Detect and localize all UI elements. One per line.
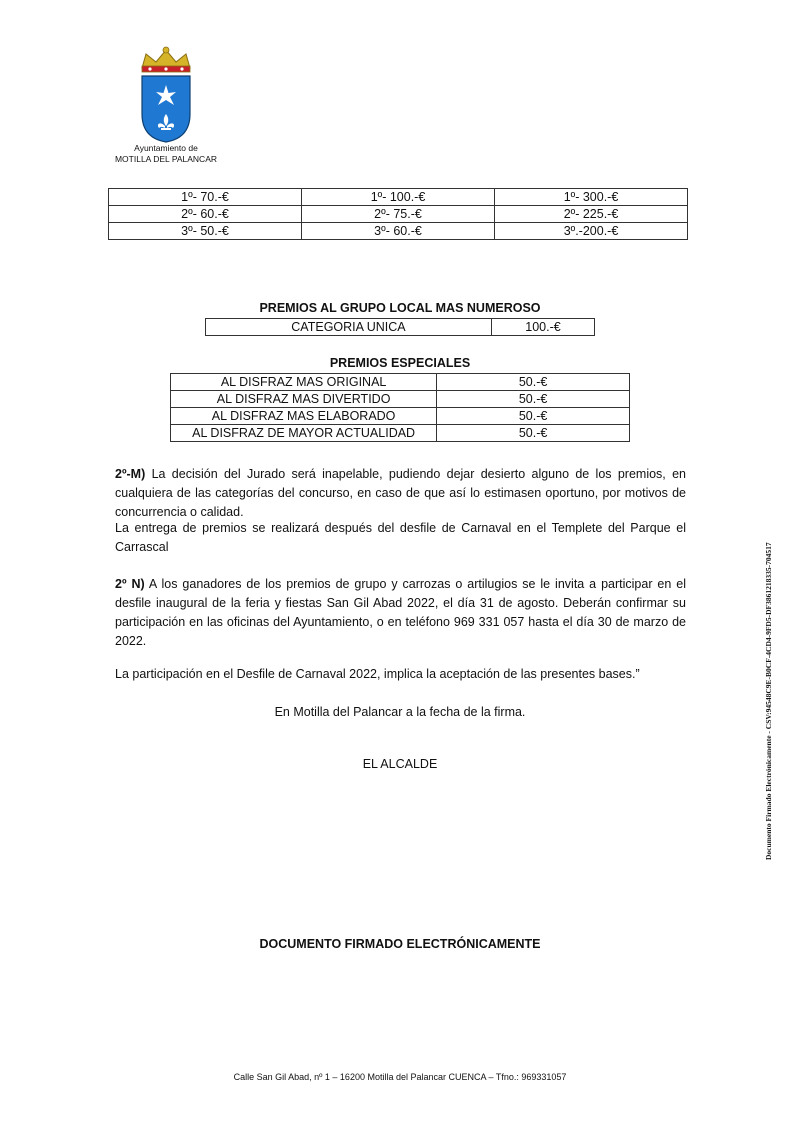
- paragraph-winners-invitation: [115, 575, 686, 651]
- organization-name-line2: MOTILLA DEL PALANCAR: [114, 154, 218, 164]
- organization-name-line1: Ayuntamiento de: [134, 143, 198, 153]
- table-row: [171, 408, 630, 425]
- special-prizes-heading: PREMIOS ESPECIALES: [329, 356, 471, 370]
- csv-verification-note: Documento Firmado Electrónicamente - CSV:94548C9E-B0CF-4CD4-9FD5-DF3861218335-704517: [764, 542, 773, 860]
- table-cell: 3º- 60.-€: [302, 223, 495, 240]
- municipal-crest-logo: [130, 46, 202, 146]
- paragraph-prize-delivery: La entrega de premios se realizará después del desfile de Carnaval en el Templete del Parque el Carrascal: [115, 521, 686, 554]
- table-cell: 3º- 50.-€: [109, 223, 302, 240]
- prize-label-cell: AL DISFRAZ MAS ORIGINAL: [171, 374, 437, 391]
- table-cell: 1º- 300.-€: [495, 189, 688, 206]
- signatory-title: EL ALCALDE: [362, 757, 438, 771]
- table-row: [171, 425, 630, 442]
- clause-label: 2º N): [115, 577, 145, 591]
- table-row: [171, 391, 630, 408]
- table-cell: 2º- 60.-€: [109, 206, 302, 223]
- table-row: [109, 189, 688, 206]
- amount-cell: 100.-€: [491, 319, 594, 336]
- group-prize-table: [205, 318, 595, 336]
- prize-label-cell: AL DISFRAZ DE MAYOR ACTUALIDAD: [171, 425, 437, 442]
- amount-cell: 50.-€: [437, 374, 630, 391]
- clause-label: 2º-M): [115, 467, 146, 481]
- table-row: [109, 223, 688, 240]
- table-cell: 2º- 225.-€: [495, 206, 688, 223]
- paragraph-text: La decisión del Jurado será inapelable, pudiendo dejar desierto alguno de los premios, en cualquiera de las categorías del concurso, en caso de que así lo estimasen oportuno, por motivos de concurrencia o calidad.: [115, 467, 686, 519]
- table-cell: 3º.-200.-€: [495, 223, 688, 240]
- table-cell: 1º- 100.-€: [302, 189, 495, 206]
- table-row: [206, 319, 595, 336]
- amount-cell: 50.-€: [437, 425, 630, 442]
- table-row: [109, 206, 688, 223]
- table-row: [171, 374, 630, 391]
- amount-cell: 50.-€: [437, 408, 630, 425]
- special-prizes-table: [170, 373, 630, 442]
- paragraph-jury-decision: [115, 465, 686, 522]
- prize-label-cell: AL DISFRAZ MAS DIVERTIDO: [171, 391, 437, 408]
- paragraph-text: A los ganadores de los premios de grupo y carrozas o artilugios se le invita a participar en el desfile inaugural de la feria y fiestas San Gil Abad 2022, el día 31 de agosto. Deberán confirmar su participación en las oficinas del Ayuntamiento, o en teléfono 969 331 057 hasta el día 30 de marzo de 2022.: [115, 577, 686, 648]
- category-cell: CATEGORIA UNICA: [206, 319, 492, 336]
- table-cell: 2º- 75.-€: [302, 206, 495, 223]
- page-footer: Calle San Gil Abad, nº 1 – 16200 Motilla del Palancar CUENCA – Tfno.: 969331057: [233, 1072, 567, 1082]
- electronic-signature-note: DOCUMENTO FIRMADO ELECTRÓNICAMENTE: [259, 937, 541, 951]
- signing-place: En Motilla del Palancar a la fecha de la firma.: [274, 705, 526, 719]
- prize-label-cell: AL DISFRAZ MAS ELABORADO: [171, 408, 437, 425]
- group-prize-heading: PREMIOS AL GRUPO LOCAL MAS NUMEROSO: [259, 301, 541, 315]
- table-cell: 1º- 70.-€: [109, 189, 302, 206]
- prize-grid-table: [108, 188, 688, 240]
- paragraph-acceptance: La participación en el Desfile de Carnaval 2022, implica la aceptación de las presentes bases.”: [115, 667, 640, 681]
- amount-cell: 50.-€: [437, 391, 630, 408]
